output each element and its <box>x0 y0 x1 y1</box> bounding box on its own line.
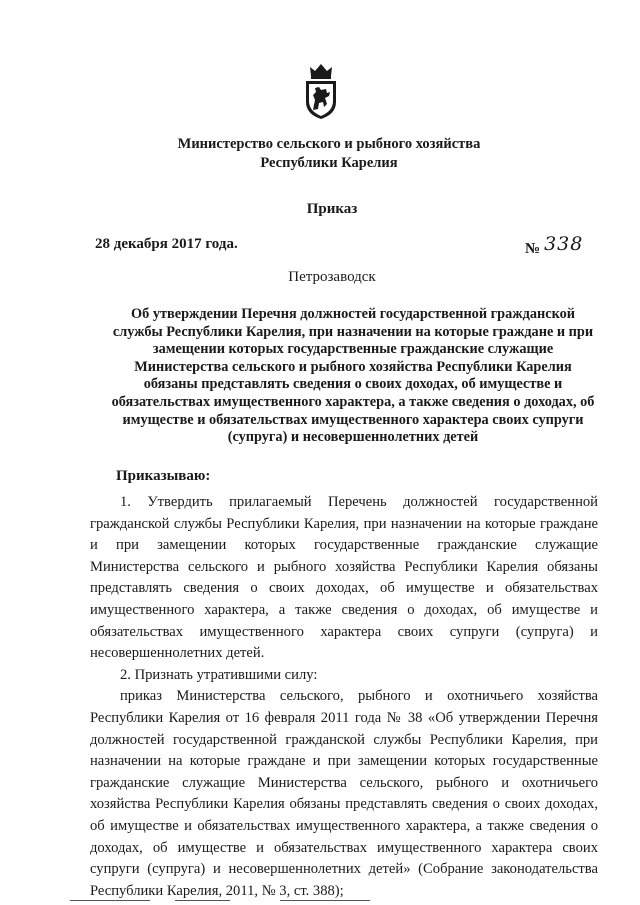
order-title: Об утверждении Перечня должностей государственной гражданской службы Республики Карелия, при назначении на которые граждане и при замещении которых государственные гражданские служащие Министерства сельского и рыбного хозяйства Республики Карелия обязаны представлять сведения о своих доходах, об имуществе и обязательствах имущественного характера, а также сведения о доходах, об имуществе и обязательствах имущественного характера своих супруги (супруга) и несовершеннолетних детей <box>111 306 595 446</box>
shield-icon <box>306 81 336 119</box>
order-body <box>90 492 598 902</box>
paragraph-1: 1. Утвердить прилагаемый Перечень должностей государственной гражданской службы Республики Карелия, при назначении на которые граждане и при замещении которых государственные гражданские служащие Министерства сельского и рыбного хозяйства Республики Карелия обязаны представлять сведения о своих доходах, об имуществе и обязательствах имущественного характера, а также сведения о доходах, об имуществе и обязательствах имущественного характера своих супруги (супруга) и несовершеннолетних детей. <box>90 494 598 662</box>
ministry-name <box>0 135 640 173</box>
crown-icon <box>310 64 332 79</box>
city-name: Петрозаводск <box>288 269 376 285</box>
coat-of-arms-emblem <box>302 62 340 120</box>
ministry-name-line2: Республики Карелия <box>260 155 398 171</box>
footer-divider-left <box>70 900 150 901</box>
order-number <box>525 233 584 258</box>
order-number-label: № <box>525 241 541 257</box>
ministry-name-line1: Министерство сельского и рыбного хозяйства <box>177 136 481 152</box>
paragraph-3: приказ Министерства сельского, рыбного и охотничьего хозяйства Республики Карелия от 16 февраля 2011 года № 38 «Об утверждении Перечня должностей государственной гражданской службы Республики Карелия, при назначении на которые граждане и при замещении которых государственные гражданские служащие Министерства сельского, рыбного и охотничьего хозяйства Республики Карелия обязаны представлять сведения о своих доходах, об имуществе и обязательствах имущественного характера, а также сведения о доходах, об имуществе и обязательствах имущественного характера своих супруги (супруга) и несовершеннолетних детей» (Собрание законодательства Республики Карелия, 2011, № 3, ст. 388); <box>90 688 598 899</box>
document-type: Приказ <box>306 201 358 217</box>
footer-divider-center <box>175 900 230 901</box>
order-date: 28 декабря 2017 года. <box>95 236 238 252</box>
order-number-value: 338 <box>544 233 584 255</box>
order-directive: Приказываю: <box>116 468 211 484</box>
footer-divider-right <box>280 900 370 901</box>
paragraph-2: 2. Признать утратившими силу: <box>120 666 318 683</box>
